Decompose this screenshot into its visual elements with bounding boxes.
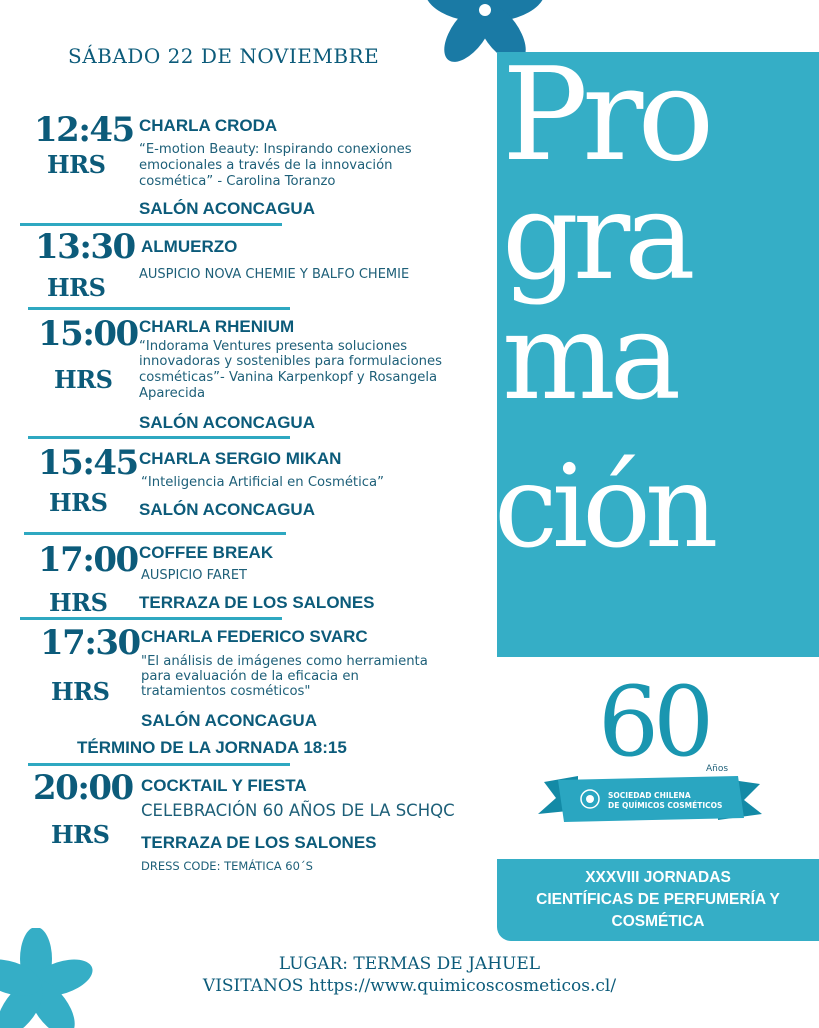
desc-svarc-2: para evaluación de la eficacia en bbox=[141, 669, 359, 684]
heading-line-3: ma bbox=[502, 288, 676, 427]
venue-rhenium: SALÓN ACONCAGUA bbox=[139, 413, 315, 432]
venue-croda: SALÓN ACONCAGUA bbox=[139, 199, 315, 218]
desc-croda-1: “E-motion Beauty: Inspirando conexiones bbox=[139, 142, 412, 157]
venue-coffee: TERRAZA DE LOS SALONES bbox=[139, 593, 375, 612]
divider-2 bbox=[28, 307, 290, 310]
desc-rhenium-2: innovadoras y sostenibles para formulaciones bbox=[139, 354, 442, 369]
divider-4 bbox=[24, 532, 286, 535]
logo-number: 60 bbox=[598, 666, 709, 778]
heading-line-1: Pro bbox=[502, 41, 709, 190]
event-date: SÁBADO 22 DE NOVIEMBRE bbox=[68, 44, 380, 68]
desc-croda-2: emocionales a través de la innovación bbox=[139, 158, 393, 173]
note-coffee: AUSPICIO FARET bbox=[141, 568, 247, 583]
time-1330: 13:30 bbox=[35, 227, 135, 267]
title-svarc: CHARLA FEDERICO SVARC bbox=[141, 627, 368, 646]
desc-rhenium-3: cosméticas”- Vanina Karpenkopf y Rosangela bbox=[139, 370, 438, 385]
logo-org-line1: SOCIEDAD CHILENA bbox=[608, 791, 691, 800]
hrs-1700: HRS bbox=[49, 588, 108, 617]
hrs-1330: HRS bbox=[47, 273, 106, 302]
dress-code: DRESS CODE: TEMÁTICA 60´S bbox=[141, 859, 313, 873]
venue-location: LUGAR: TERMAS DE JAHUEL bbox=[278, 954, 541, 974]
desc-rhenium-4: Aparecida bbox=[139, 386, 206, 401]
hrs-2000: HRS bbox=[51, 820, 110, 849]
venue-cocktail: TERRAZA DE LOS SALONES bbox=[141, 833, 377, 852]
hrs-1545: HRS bbox=[49, 488, 108, 517]
logo-org-line2: DE QUÍMICOS COSMÉTICOS bbox=[608, 801, 723, 810]
hrs-1730: HRS bbox=[51, 677, 110, 706]
divider-3 bbox=[28, 436, 290, 439]
divider-1 bbox=[20, 223, 282, 226]
title-almuerzo: ALMUERZO bbox=[141, 237, 238, 256]
logo-years: Años bbox=[706, 764, 729, 774]
venue-mikan: SALÓN ACONCAGUA bbox=[139, 500, 315, 519]
desc-svarc-1: "El análisis de imágenes como herramienta bbox=[141, 654, 428, 669]
title-cocktail: COCKTAIL Y FIESTA bbox=[141, 776, 307, 795]
time-1245: 12:45 bbox=[34, 110, 134, 150]
event-name-box bbox=[497, 859, 819, 941]
website-line: VISITANOS https://www.quimicoscosmeticos.cl/ bbox=[202, 976, 617, 996]
heading-line-2: gra bbox=[502, 168, 690, 307]
time-1545: 15:45 bbox=[38, 443, 138, 483]
heading-line-4: ción bbox=[494, 440, 713, 573]
divider-5 bbox=[20, 617, 282, 620]
venue-svarc: SALÓN ACONCAGUA bbox=[141, 711, 317, 730]
time-1730: 17:30 bbox=[40, 623, 140, 663]
desc-rhenium-1: “Indorama Ventures presenta soluciones bbox=[139, 339, 408, 354]
time-1500: 15:00 bbox=[38, 314, 138, 354]
hrs-1245: HRS bbox=[47, 150, 106, 179]
title-croda: CHARLA CRODA bbox=[139, 116, 278, 135]
desc-croda-3: cosmética” - Carolina Toranzo bbox=[139, 174, 336, 189]
time-1700: 17:00 bbox=[38, 540, 138, 580]
desc-svarc-3: tratamientos cosméticos" bbox=[141, 684, 311, 699]
anniversary-logo bbox=[538, 666, 763, 830]
time-2000: 20:00 bbox=[33, 768, 133, 808]
title-mikan: CHARLA SERGIO MIKAN bbox=[139, 449, 342, 468]
event-name-line-1: XXXVIII JORNADAS bbox=[585, 869, 731, 886]
divider-6 bbox=[28, 763, 290, 766]
event-name-line-3: COSMÉTICA bbox=[611, 913, 705, 930]
event-name-line-2: CIENTÍFICAS DE PERFUMERÍA Y bbox=[536, 891, 780, 908]
subtitle-cocktail: CELEBRACIÓN 60 AÑOS DE LA SCHQC bbox=[141, 801, 455, 820]
desc-mikan-1: “Inteligencia Artificial en Cosmética” bbox=[141, 475, 384, 490]
title-coffee: COFFEE BREAK bbox=[139, 543, 274, 562]
logo-ribbon-icon bbox=[538, 772, 763, 828]
title-rhenium: CHARLA RHENIUM bbox=[139, 317, 295, 336]
hrs-1500: HRS bbox=[54, 365, 113, 394]
note-almuerzo: AUSPICIO NOVA CHEMIE Y BALFO CHEMIE bbox=[139, 267, 410, 282]
end-of-day: TÉRMINO DE LA JORNADA 18:15 bbox=[77, 738, 347, 757]
